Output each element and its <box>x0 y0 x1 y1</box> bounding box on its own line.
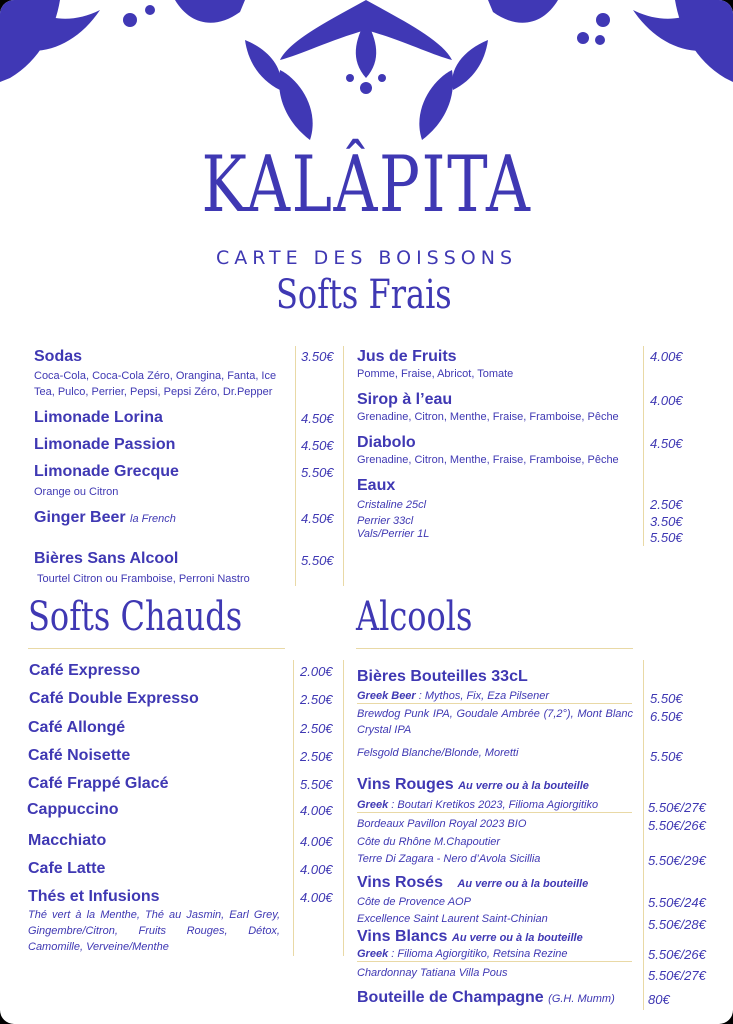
item-price: 4.50€ <box>301 411 334 426</box>
divider <box>356 648 633 649</box>
item-price: 4.00€ <box>300 862 333 877</box>
item-name: Sodas <box>34 348 83 365</box>
item-name: Thés et Infusions <box>28 888 160 905</box>
item-price: 5.50€/27€ <box>648 800 706 815</box>
item-name: Diabolo <box>357 434 416 451</box>
item-name: Café Frappé Glacé <box>28 775 169 792</box>
item-desc: Côte du Rhône M.Chapoutier <box>357 836 501 848</box>
item-desc: Brewdog Punk IPA, Goudale Ambrée (7,2°), Mont Blanc Crystal IPA <box>357 708 633 736</box>
item-desc: Vals/Perrier 1L <box>357 528 430 540</box>
item-desc: Tourtel Citron ou Framboise, Perroni Nastro <box>37 573 250 585</box>
item-price: 4.00€ <box>300 890 333 905</box>
item-desc: Excellence Saint Laurent Saint-Chinian <box>357 913 548 925</box>
item-note: (G.H. Mumm) <box>548 993 615 1005</box>
item-price: 5.50€/26€ <box>648 818 706 833</box>
section-title-softs-chauds: Softs Chauds <box>28 594 243 640</box>
item-price: 6.50€ <box>650 709 683 724</box>
item-price: 5.50€/28€ <box>648 917 706 932</box>
item-price: 2.00€ <box>300 664 333 679</box>
item-price: 5.50€ <box>650 749 683 764</box>
item-desc: Perrier 33cl <box>357 515 414 527</box>
item-desc: Pomme, Fraise, Abricot, Tomate <box>357 368 514 380</box>
item-price: 4.00€ <box>650 393 683 408</box>
item-note: Au verre ou à la bouteille <box>451 932 583 944</box>
divider <box>295 346 296 586</box>
item-name: Café Allongé <box>28 719 126 736</box>
item-price: 5.50€ <box>301 465 334 480</box>
item-desc: Greek : Filioma Agiorgitiko, Retsina Rezine <box>357 948 568 960</box>
item-name: Eaux <box>357 477 396 494</box>
item-name: Jus de Fruits <box>357 348 457 365</box>
item-name: Café Noisette <box>28 747 131 764</box>
item-desc: Coca-Cola, Coca-Cola Zéro, Orangina, Fanta, Ice Tea, Pulco, Perrier, Pepsi, Pepsi Zéro, Dr.Pepper <box>34 370 277 398</box>
item-name: Bières Sans Alcool <box>34 550 179 567</box>
item-name: Vins Blancs Au verre ou à la bouteille <box>357 928 583 945</box>
item-price: 4.00€ <box>300 834 333 849</box>
item-name: Cappuccino <box>27 801 119 818</box>
item-price: 5.50€ <box>300 777 333 792</box>
item-desc: Bordeaux Pavillon Royal 2023 BIO <box>357 818 527 830</box>
item-price: 5.50€/29€ <box>648 853 706 868</box>
item-price: 2.50€ <box>300 749 333 764</box>
item-name: Café Double Expresso <box>29 690 199 707</box>
item-name: Bières Bouteilles 33cL <box>357 668 528 685</box>
divider <box>357 961 632 962</box>
item-price: 80€ <box>648 992 670 1007</box>
divider <box>357 703 632 704</box>
item-desc: Felsgold Blanche/Blonde, Moretti <box>357 747 519 759</box>
item-price: 2.50€ <box>300 721 333 736</box>
item-price: 5.50€ <box>301 553 334 568</box>
section-title-softs-frais: Softs Frais <box>276 272 452 318</box>
item-name: Café Expresso <box>29 662 141 679</box>
item-price: 2.50€ <box>300 692 333 707</box>
item-name: Limonade Lorina <box>34 409 163 426</box>
item-desc: Greek Beer : Mythos, Fix, Eza Pilsener <box>357 690 549 702</box>
section-title-alcools: Alcools <box>356 594 473 640</box>
item-name: Limonade Grecque <box>34 463 179 480</box>
item-note: Au verre ou à la bouteille <box>458 780 589 792</box>
item-price: 3.50€ <box>301 349 334 364</box>
divider <box>28 648 285 649</box>
item-desc: Orange ou Citron <box>34 486 119 498</box>
item-desc: Côte de Provence AOP <box>357 896 471 908</box>
divider <box>357 812 632 813</box>
item-desc: Thé vert à la Menthe, Thé au Jasmin, Earl Grey, Gingembre/Citron, Fruits Rouges, Détox, Camomille, Verveine/Menthe <box>28 909 280 953</box>
item-price: 3.50€ <box>650 514 683 529</box>
item-price: 4.00€ <box>300 803 333 818</box>
item-desc: Greek : Boutari Kretikos 2023, Filioma Agiorgitiko <box>357 799 599 811</box>
item-name: Macchiato <box>28 832 107 849</box>
divider <box>343 346 344 586</box>
item-price: 5.50€/26€ <box>648 947 706 962</box>
item-desc: Grenadine, Citron, Menthe, Fraise, Framboise, Pêche <box>357 411 619 423</box>
item-name: Bouteille de Champagne (G.H. Mumm) <box>357 989 615 1006</box>
item-name: Ginger Beer la French <box>34 509 176 526</box>
item-price: 4.00€ <box>650 349 683 364</box>
item-price: 5.50€/24€ <box>648 895 706 910</box>
divider <box>643 660 644 1010</box>
floral-ornament-icon <box>0 0 733 150</box>
item-price: 5.50€ <box>650 530 683 545</box>
item-price: 5.50€/27€ <box>648 968 706 983</box>
item-name: Sirop à l’eau <box>357 391 453 408</box>
item-name: Vins Rouges Au verre ou à la bouteille <box>357 776 589 793</box>
item-note: la French <box>130 513 176 525</box>
item-name: Cafe Latte <box>28 860 106 877</box>
item-desc: Terre Di Zagara - Nero d’Avola Sicillia <box>357 853 541 865</box>
item-price: 4.50€ <box>301 438 334 453</box>
menu-subtitle: CARTE DES BOISSONS <box>215 247 518 269</box>
brand-name: KALÂPITA <box>201 140 532 230</box>
divider <box>643 346 644 546</box>
item-price: 4.50€ <box>650 436 683 451</box>
item-desc: Cristaline 25cl <box>357 499 427 511</box>
item-desc: Grenadine, Citron, Menthe, Fraise, Framboise, Pêche <box>357 454 619 466</box>
item-price: 4.50€ <box>301 511 334 526</box>
item-price: 5.50€ <box>650 691 683 706</box>
item-name: Vins Rosés Au verre ou à la bouteille <box>357 874 589 891</box>
item-desc: Chardonnay Tatiana Villa Pous <box>357 967 508 979</box>
divider <box>293 660 294 956</box>
item-name: Limonade Passion <box>34 436 176 453</box>
item-note: Au verre ou à la bouteille <box>457 878 589 890</box>
item-price: 2.50€ <box>650 497 683 512</box>
divider <box>343 660 344 956</box>
